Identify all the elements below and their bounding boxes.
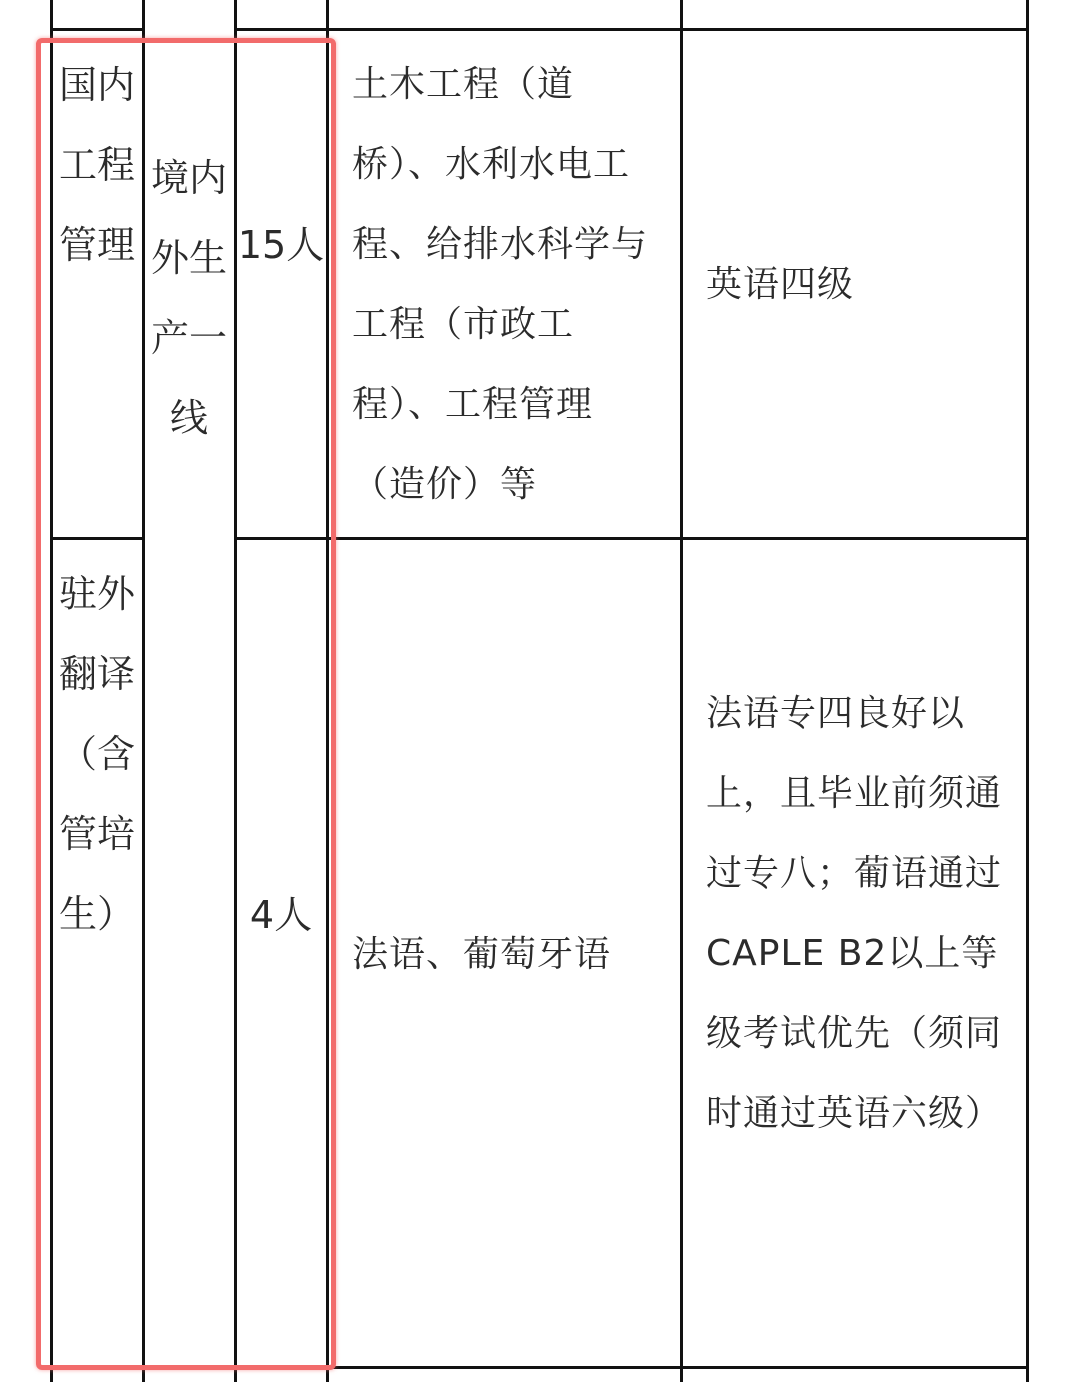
- row-divider: [234, 537, 1029, 540]
- position-cell-domestic-engineering: 国内工程管理: [58, 63, 135, 267]
- column-divider: [1026, 0, 1029, 1382]
- requirements-cell-row2: 法语专四良好以上，且毕业前须通过专八；葡语通过CAPLE B2以上等级考试优先（须同时通过英语六级）: [706, 693, 1003, 1134]
- row-divider: [50, 537, 144, 540]
- row-divider: [234, 28, 1029, 31]
- position-cell-overseas-translator: 驻外翻译（含管培生）: [58, 572, 135, 936]
- column-divider: [680, 0, 683, 1382]
- headcount-cell-row2: 4人: [249, 893, 313, 937]
- majors-cell-row1: 土木工程（道桥）、水利水电工程、给排水科学与工程（市政工程）、工程管理（造价）等: [352, 64, 649, 505]
- headcount-cell-row1: 15人: [237, 223, 325, 267]
- row-divider: [50, 28, 144, 31]
- row-divider: [50, 1366, 1029, 1369]
- requirements-cell-row1: 英语四级: [706, 264, 855, 305]
- majors-cell-row2: 法语、葡萄牙语: [352, 934, 612, 975]
- column-divider: [326, 0, 329, 1382]
- work-location-merged-cell: 境内外生产一线: [150, 156, 227, 440]
